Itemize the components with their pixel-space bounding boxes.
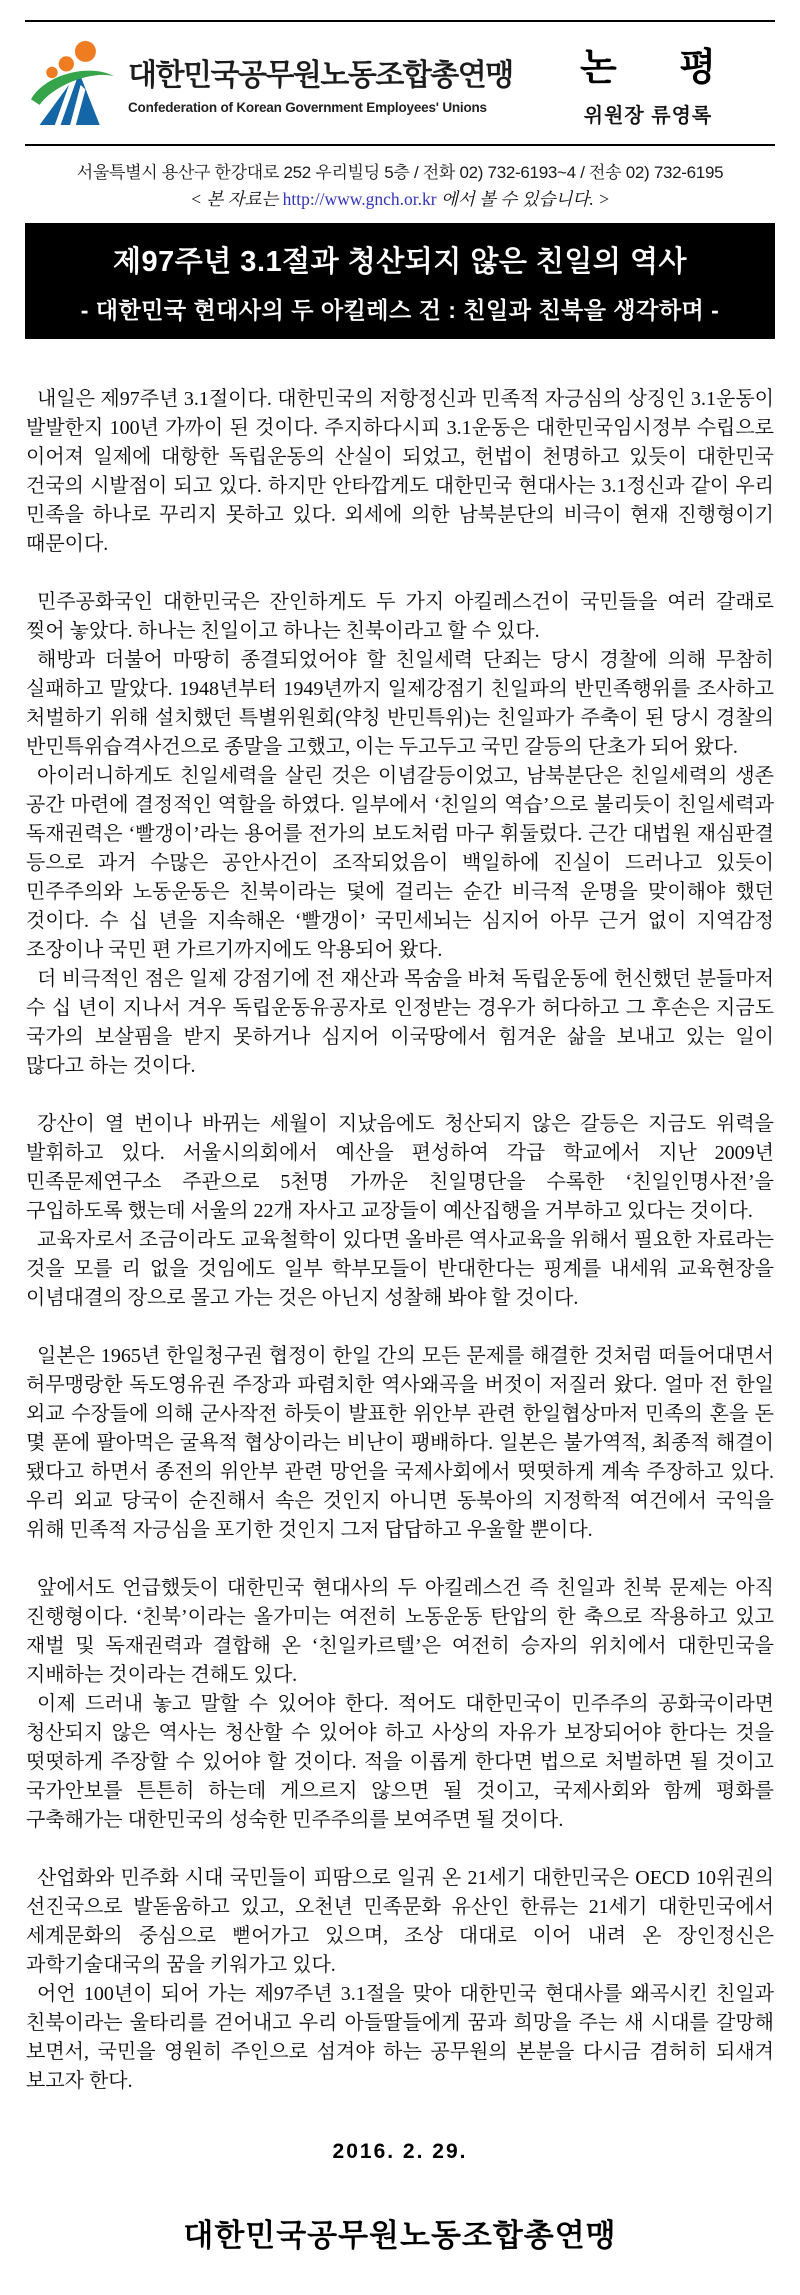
statement-title-box [25,223,775,339]
body-paragraph: 민주공화국인 대한민국은 잔인하게도 두 가지 아킬레스건이 국민들을 여러 갈래로 찢어 놓았다. 하나는 친일이고 하나는 친북이라고 할 수 있다. [26,591,774,642]
statement-body [25,385,775,2096]
document-type-block [554,36,770,128]
org-names [128,50,513,115]
statement-subtitle: - 대한민국 현대사의 두 아킬레스 건 : 친일과 친북을 생각하며 - [80,297,720,323]
web-notice-line [25,186,775,211]
statement-date: 2016. 2. 29. [332,2140,468,2163]
header-divider [25,144,775,146]
footer-org-name: 대한민국공무원노동조합총연맹 [183,2218,617,2253]
statement-title: 제97주년 3.1절과 청산되지 않은 친일의 역사 [112,246,688,278]
body-paragraph: 앞에서도 언급했듯이 대한민국 현대사의 두 아킬레스건 즉 친일과 친북 문제는 아직 진행형이다. ‘친북’이라는 올가미는 여전히 노동운동 탄압의 한 축으로 작용하고 있고 재벌 및 독재권력과 결합해 온 ‘친일카르텔’은 여전히 승자의 위치에서 대한민국을 지배하는 것이라는 견해도 있다. [26,1577,774,1686]
address-line: 서울특별시 용산구 한강대로 252 우리빌딩 5층 / 전화 02) 732-6193~4 / 전송 02) 732-6195 [76,163,724,182]
body-paragraph: 어언 100년이 되어 가는 제97주년 3.1절을 맞아 대한민국 현대사를 왜곡시킨 친일과 친북이라는 울타리를 걷어내고 우리 아들딸들에게 꿈과 희망을 주는 새 시대를 갈망해 보면서, 국민을 영원히 주인으로 섬겨야 하는 공무원의 본분을 다시금 겸허히 되새겨 보고자 한다. [26,1983,774,2092]
web-notice-prefix: < 본 자료는 [190,189,283,209]
contact-block [25,158,775,211]
org-name-korean: 대한민국공무원노동조합총연맹 [128,58,513,92]
body-paragraph: 산업화와 민주화 시대 국민들이 피땀으로 일궈 온 21세기 대한민국은 OECD 10위권의 선진국으로 발돋움하고 있고, 오천년 민족문화 유산인 한류는 21세기 대한민국에서 세계문화의 중심으로 뻗어가고 있으며, 조상 대대로 이어 내려 온 장인정신은 과학기술대국의 꿈을 키워가고 있다. [26,1867,774,1976]
body-paragraph: 더 비극적인 점은 일제 강점기에 전 재산과 목숨을 바쳐 독립운동에 헌신했던 분들마저 수 십 년이 지나서 겨우 독립운동유공자로 인정받는 경우가 허다하고 그 후손은 지금도 국가의 보살핌을 받지 못하거나 심지어 이국땅에서 힘겨운 삶을 보내고 있는 일이 많다고 하는 것이다. [26,968,774,1077]
chairman-name: 위원장 류영록 [583,105,713,127]
body-paragraph: 일본은 1965년 한일청구권 협정이 한일 간의 모든 문제를 해결한 것처럼 떠들어대면서 허무맹랑한 독도영유권 주장과 파렴치한 역사왜곡을 버젓이 저질러 왔다. 얼마 전 한일 외교 수장들에 의해 군사작전 하듯이 발표한 위안부 관련 한일협상마저 민족의 혼을 돈 몇 푼에 팔아먹은 굴욕적 협상이라는 비난이 팽배하다. 일본은 불가역적, 최종적 해결이 됐다고 하면서 종전의 위안부 관련 망언을 국제사회에서 떳떳하게 계속 주장하고 있다. 우리 외교 당국이 순진해서 속은 것인지 아니면 동북아의 지정학적 여건에서 국익을 위해 민족적 자긍심을 포기한 것인지 그저 답답하고 우울할 뿐이다. [26,1345,774,1541]
body-paragraph: 강산이 열 번이나 바뀌는 세월이 지났음에도 청산되지 않은 갈등은 지금도 위력을 발휘하고 있다. 서울시의회에서 예산을 편성하여 각급 학교에서 지난 2009년 민족문제연구소 주관으로 5천명 가까운 친일명단을 수록한 ‘친일인명사전’을 구입하도록 했는데 서울의 22개 자사고 교장들이 예산집행을 거부하고 있다는 것이다. [26,1113,774,1222]
body-paragraph: 해방과 더불어 마땅히 종결되었어야 할 친일세력 단죄는 당시 경찰에 의해 무참히 실패하고 말았다. 1948년부터 1949년까지 일제강점기 친일파의 반민족행위를 조사하고 처벌하기 위해 설치했던 특별위원회(약칭 반민특위)는 친일파가 주축이 된 당시 경찰의 반민특위습격사건으로 종말을 고했고, 이는 두고두고 국민 갈등의 단초가 되어 왔다. [26,649,774,758]
body-paragraph: 아이러니하게도 친일세력을 살린 것은 이념갈등이었고, 남북분단은 친일세력의 생존 공간 마련에 결정적인 역할을 하였다. 일부에서 ‘친일의 역습’으로 불리듯이 친일세력과 독재권력은 ‘빨갱이’라는 용어를 전가의 보도처럼 마구 휘둘렀다. 근간 대법원 재심판결 등으로 과거 수많은 공안사건이 조작되었음이 백일하에 진실이 드러나고 있듯이 민주주의와 노동운동은 친북이라는 덫에 걸리는 순간 비극적 운명을 맞이해야 했던 것이다. 수 십 년을 지속해온 ‘빨갱이’ 국민세뇌는 심지어 아무 근거 없이 지역감정 조장이나 국민 편 가르기까지에도 악용되어 왔다. [26,765,774,961]
org-brand [30,36,513,128]
body-paragraph: 이제 드러내 놓고 말할 수 있어야 한다. 적어도 대한민국이 민주주의 공화국이라면 청산되지 않은 역사는 청산할 수 있어야 하고 사상의 자유가 보장되어야 한다는 것을 떳떳하게 주장할 수 있어야 할 것이다. 적을 이롭게 한다면 법으로 처벌하면 될 것이고 국가안보를 튼튼히 하는데 게으르지 않으면 될 것이고, 국제사회와 함께 평화를 구축해가는 대한민국의 성숙한 민주주의를 보여주면 될 것이다. [26,1693,774,1831]
website-link[interactable]: http://www.gnch.or.kr [282,189,437,209]
body-paragraph: 내일은 제97주년 3.1절이다. 대한민국의 저항정신과 민족적 자긍심의 상징인 3.1운동이 발발한지 100년 가까이 된 것이다. 주지하다시피 3.1운동은 대한민국임시정부 수립으로 이어져 일제에 대항한 독립운동의 산실이 되었고, 헌법이 천명하고 있듯이 대한민국 건국의 시발점이 되고 있다. 하지만 안타깝게도 대한민국 현대사는 3.1정신과 같이 우리 민족을 하나로 꾸리지 못하고 있다. 외세에 의한 남북분단의 비극이 현재 진행형이기 때문이다. [26,388,774,555]
web-notice-suffix: 에서 볼 수 있습니다. > [436,189,610,209]
document-type-label: 논 평 [580,47,742,89]
body-paragraph: 교육자로서 조금이라도 교육철학이 있다면 올바른 역사교육을 위해서 필요한 자료라는 것을 모를 리 없을 것임에도 일부 학부모들이 반대한다는 핑계를 내세워 교육현장을 이념대결의 장으로 몰고 가는 것은 아닌지 성찰해 봐야 할 것이다. [26,1229,774,1309]
org-name-english: Confederation of Korean Government Employees' Unions [128,99,487,115]
letterhead [25,22,775,144]
org-logo-icon [30,36,116,128]
